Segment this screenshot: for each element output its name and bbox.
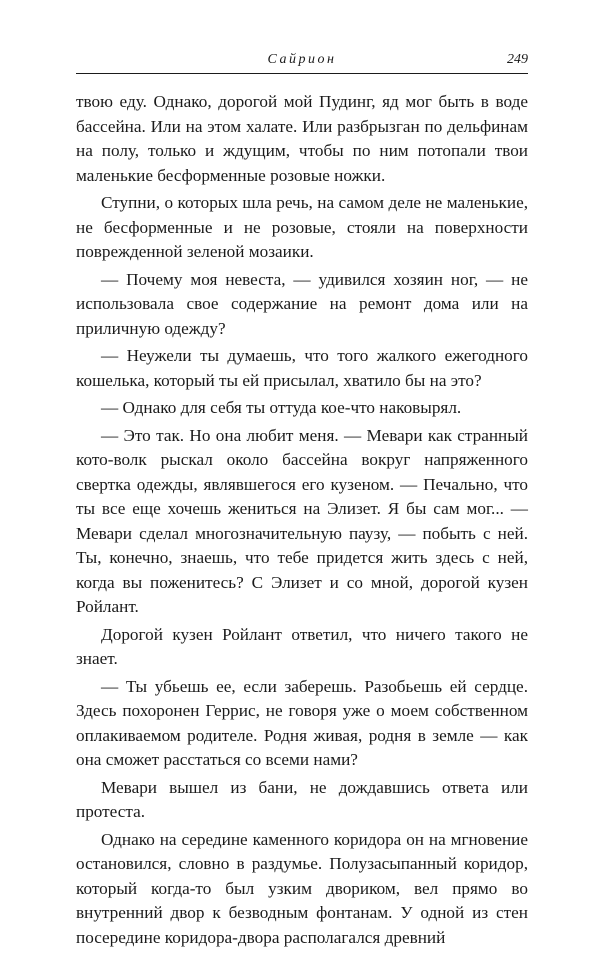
header-rule [76,73,528,74]
paragraph: — Однако для себя ты оттуда кое-что наковырял. [101,398,462,417]
running-header [76,52,528,72]
paragraph: — Почему моя невеста, — удивился хозяин ног, — не использовала свое содержание на ремонт дома или на приличную одежду? [76,269,528,338]
paragraph: — Это так. Но она любит меня. — Мевари как странный кото-волк рыскал около бассейна вокруг напряженного свертка одежды, являвшегося его кузеном. — Печально, что ты все еще хочешь жениться на Элизет. Я бы сам мог... — Мевари сделал многозначительную паузу, — побыть с ней. Ты, конечно, знаешь, что тебе придется жить здесь с ней, когда вы поженитесь? С Элизет и со мной, дорогой кузен Ройлант. [76,425,528,616]
paragraph: Однако на середине каменного коридора он на мгновение остановился, словно в раздумье. Полузасыпанный коридор, который когда-то был узким двориком, вел прямо во внутренний двор к безводным фонтанам. У одной из стен посередине коридора-двора располагался древний [76,829,528,947]
paragraph: — Ты убьешь ее, если заберешь. Разобьешь ей сердце. Здесь похоронен Геррис, не говоря уже о моем собственном оплакиваемом родителе. Родня живая, родня в земле — как она сможет расстаться со всеми нами? [76,676,528,769]
page-number: 249 [507,52,528,67]
paragraph: твою еду. Однако, дорогой мой Пудинг, яд мог быть в воде бассейна. Или на этом халате. Или разбрызган по дельфинам на полу, только и ждущим, чтобы по ним потопали твои маленькие бесформенные розовые ножки. [76,92,528,185]
running-title: Сайрион [267,52,337,67]
paragraph: Ступни, о которых шла речь, на самом деле не маленькие, не бесформенные и не розовые, стояли на поверхности поврежденной зеленой мозаики. [76,193,528,261]
paragraph: Дорогой кузен Ройлант ответил, что ничего такого не знает. [76,624,528,668]
body-text [76,90,528,953]
paragraph: — Неужели ты думаешь, что того жалкого ежегодного кошелька, который ты ей присылал, хватило бы на это? [76,346,528,390]
paragraph: Мевари вышел из бани, не дождавшись ответа или протеста. [76,777,528,821]
